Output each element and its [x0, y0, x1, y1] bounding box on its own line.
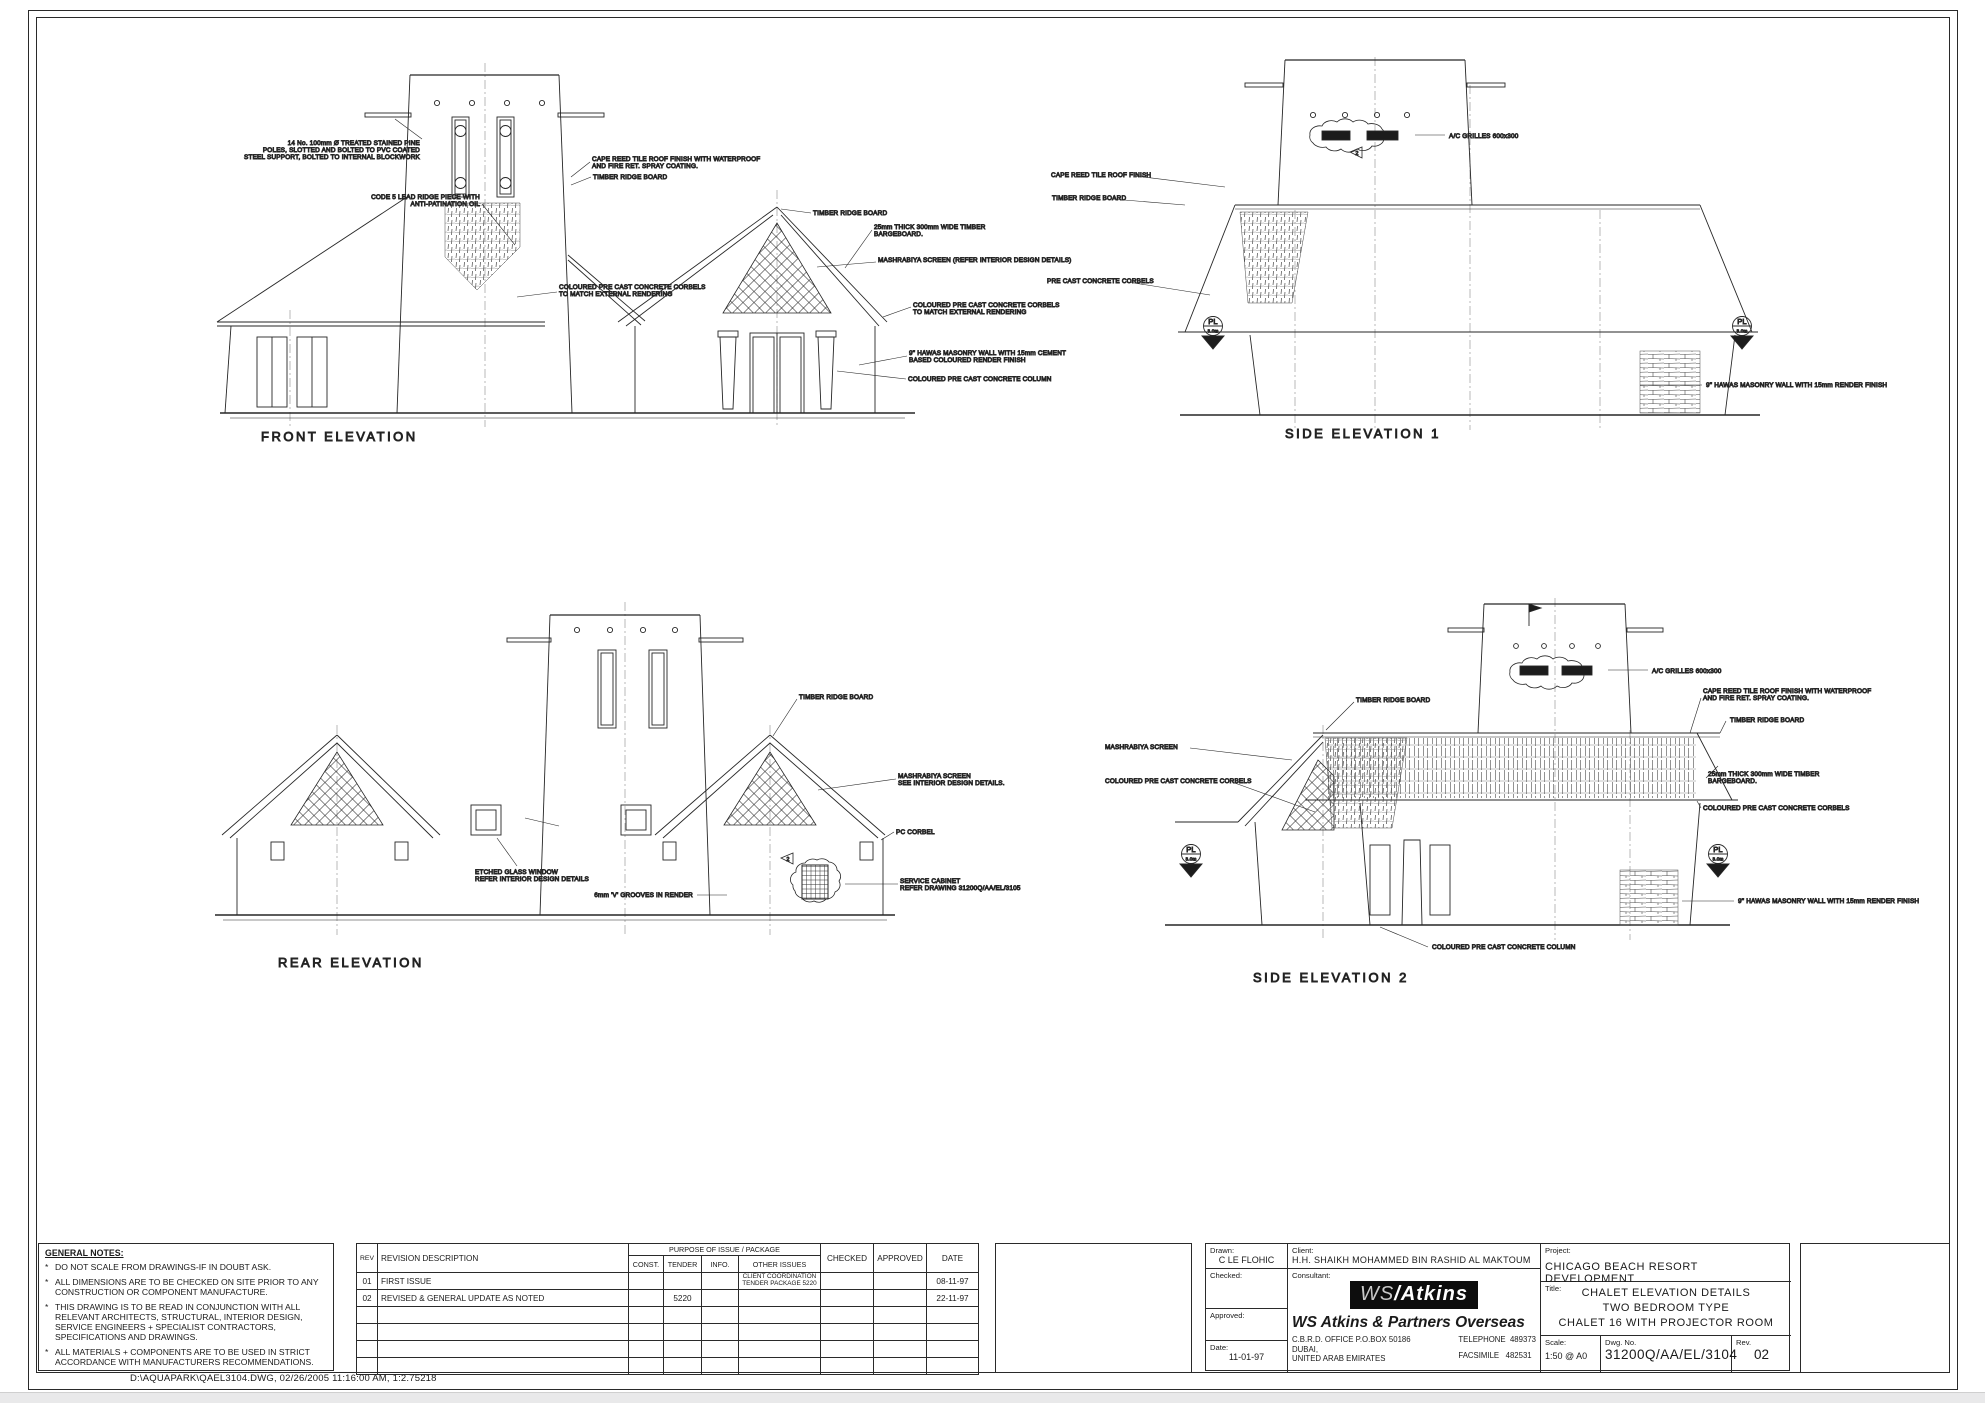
date-value: 11-01-97 — [1228, 1352, 1265, 1362]
blank-panel — [995, 1243, 1192, 1373]
bullet: * — [45, 1262, 49, 1273]
wall-light — [663, 842, 676, 860]
left-gable — [222, 735, 440, 915]
col-header-info: INFO. — [701, 1256, 738, 1273]
atkins-logo — [1350, 1281, 1478, 1309]
callout-mashrabiya: MASHRABIYA SCREEN (REFER INTERIOR DESIGN DETAILS) — [878, 257, 1072, 264]
project-name: CHICAGO BEACH RESORT DEVELOPMENT — [1545, 1261, 1698, 1285]
leader-lines — [497, 699, 898, 895]
wall-light — [271, 842, 284, 860]
callout-lead-ridge: CODE 5 LEAD RIDGE PIECE WITH — [371, 194, 480, 201]
pl-marker — [1707, 845, 1729, 878]
callout-etched-glass: REFER INTERIOR DESIGN DETAILS — [475, 876, 589, 883]
general-notes-title: GENERAL NOTES: — [45, 1248, 124, 1258]
pl-label: PL — [1713, 845, 1723, 854]
callout-bargeboard: 25mm THICK 300mm WIDE TIMBER — [874, 224, 986, 231]
callout-ridge-board: TIMBER RIDGE BOARD — [1356, 697, 1431, 704]
tower — [1448, 604, 1663, 733]
table-row — [357, 1273, 979, 1290]
square-window — [471, 805, 501, 835]
title-block — [1205, 1243, 1790, 1371]
callout-cape-reed: AND FIRE RET. SPRAY COATING. — [1703, 695, 1810, 702]
callout-service-cabinet: SERVICE CABINET — [900, 878, 961, 885]
callout-hawas-wall: 9" HAWAS MASONRY WALL WITH 15mm RENDER FINISH — [1738, 898, 1920, 905]
roof — [1175, 733, 1738, 822]
checked-cell — [820, 1290, 873, 1307]
general-note — [45, 1277, 327, 1297]
side-elevation-2-title: SIDE ELEVATION 2 — [1253, 970, 1409, 985]
service-cabinet — [802, 865, 828, 899]
callout-corbels: TO MATCH EXTERNAL RENDERING — [913, 309, 1027, 316]
callout-corbels: COLOURED PRE CAST CONCRETE CORBELS — [559, 284, 706, 291]
callout-ridge-board: TIMBER RIDGE BOARD — [1052, 195, 1127, 202]
pc-column — [1402, 840, 1422, 925]
general-note-text: ALL DIMENSIONS ARE TO BE CHECKED ON SITE PRIOR TO ANY CONSTRUCTION OR COMPONENT MANUFACTURE. — [55, 1277, 319, 1298]
rev-cell: 01 — [357, 1273, 378, 1290]
service-cabinet-cloud — [781, 853, 841, 902]
other-issue-line: TENDER PACKAGE 5220 — [742, 1280, 817, 1287]
description-cell: REVISED & GENERAL UPDATE AS NOTED — [377, 1290, 628, 1307]
callout-mashrabiya: SEE INTERIOR DESIGN DETAILS. — [898, 780, 1005, 787]
centerlines — [1295, 57, 1600, 430]
logo-ws: WS — [1360, 1283, 1395, 1305]
bullet: * — [45, 1277, 49, 1288]
door — [1430, 845, 1450, 915]
const-cell — [628, 1290, 663, 1307]
dwg-no-label: Dwg. No. — [1605, 1338, 1637, 1347]
approved-cell — [873, 1290, 926, 1307]
drawing-title — [1545, 1286, 1787, 1331]
checked-cell — [820, 1273, 873, 1290]
callout-cape-reed: CAPE REED TILE ROOF FINISH WITH WATERPROOF — [1703, 688, 1872, 695]
date-label: Date: — [1210, 1343, 1229, 1352]
pl-label: PL — [1737, 317, 1747, 326]
pc-column — [816, 331, 836, 409]
client-value: H.H. SHAIKH MOHAMMED BIN RASHID AL MAKTOUM — [1292, 1255, 1531, 1265]
thatch-hatch — [445, 203, 520, 290]
callout-ac-grilles: A/C GRILLES 600x300 — [1449, 133, 1519, 140]
flag — [1529, 604, 1541, 626]
ac-grilles-cloud — [1310, 119, 1445, 158]
phone-label: TELEPHONE — [1458, 1335, 1506, 1344]
pl-level: 3.0m — [1736, 328, 1748, 334]
rear-elevation-title: REAR ELEVATION — [278, 955, 424, 970]
callout-grooves: 6mm 'V' GROOVES IN RENDER — [594, 892, 693, 899]
pc-column — [718, 331, 738, 409]
callout-cape-reed: AND FIRE RET. SPRAY COATING. — [592, 163, 699, 170]
callout-corbels: COLOURED PRE CAST CONCRETE CORBELS — [1703, 805, 1850, 812]
bullet: * — [45, 1301, 49, 1312]
front-elevation-drawing — [215, 55, 1075, 455]
firm-name: WS Atkins & Partners Overseas — [1292, 1314, 1525, 1331]
rev-label: Rev. — [1736, 1338, 1752, 1347]
const-cell — [628, 1273, 663, 1290]
tower-window — [497, 117, 514, 197]
thatch-hatch — [1325, 738, 1407, 828]
callout-ridge-board: TIMBER RIDGE BOARD — [799, 694, 874, 701]
callout-hawas-wall: 9" HAWAS MASONRY WALL WITH 15mm RENDER FINISH — [1706, 382, 1888, 389]
logo-slash: / — [1394, 1283, 1401, 1305]
drawn-value: C LE FLOHIC — [1218, 1255, 1275, 1265]
bullet: * — [45, 1346, 49, 1357]
pl-marker — [1202, 317, 1224, 350]
approved-label: Approved: — [1210, 1311, 1245, 1320]
callout-lead-ridge: ANTI-PATINATION OIL — [410, 201, 480, 208]
info-cell — [701, 1273, 738, 1290]
pl-level: 3.0m — [1207, 328, 1219, 334]
callout-hawas-wall: 9" HAWAS MASONRY WALL WITH 15mm CEMENT — [909, 350, 1067, 357]
ac-grille — [1322, 131, 1350, 140]
other-cell — [738, 1273, 820, 1290]
revision-flag-number: 2 — [786, 857, 790, 863]
tender-cell — [663, 1273, 701, 1290]
callout-corbels: COLOURED PRE CAST CONCRETE CORBELS — [913, 302, 1060, 309]
right-gable — [618, 207, 887, 413]
general-note — [45, 1302, 327, 1343]
drawing-title-line: CHALET ELEVATION DETAILS — [1581, 1287, 1751, 1299]
callout-bargeboard: BARGEBOARD. — [1708, 778, 1758, 785]
pl-label: PL — [1186, 845, 1196, 854]
drawing-title-line: TWO BEDROOM TYPE — [1602, 1301, 1730, 1314]
callout-bargeboard: 25mm THICK 300mm WIDE TIMBER — [1708, 771, 1820, 778]
ac-grille — [1367, 131, 1398, 140]
col-header-approved: APPROVED — [873, 1244, 926, 1273]
mashrabiya-screen — [1282, 760, 1334, 830]
ac-grille — [1562, 666, 1592, 675]
callout-mashrabiya: MASHRABIYA SCREEN — [898, 773, 971, 780]
bottom-edge-bar — [0, 1392, 1985, 1403]
col-header-description: REVISION DESCRIPTION — [377, 1244, 628, 1273]
dwg-no-value: 31200Q/AA/EL/3104 — [1605, 1347, 1738, 1362]
wall-light — [395, 842, 408, 860]
rear-elevation-drawing — [215, 590, 1085, 1000]
drawing-title-line: CHALET 16 WITH PROJECTOR ROOM — [1558, 1316, 1774, 1329]
callout-corbels: PRE CAST CONCRETE CORBELS — [1047, 278, 1154, 285]
fax-value: 482531 — [1505, 1350, 1532, 1360]
general-notes-panel — [38, 1243, 334, 1371]
phone-value: 489373 — [1509, 1335, 1536, 1344]
callout-mashrabiya: MASHRABIYA SCREEN — [1105, 744, 1178, 751]
callout-column: COLOURED PRE CAST CONCRETE COLUMN — [1432, 944, 1576, 951]
callout-corbels: TO MATCH EXTERNAL RENDERING — [559, 291, 673, 298]
title-label: Title: — [1545, 1284, 1562, 1293]
stone-hatch — [1620, 870, 1678, 925]
firm-contacts — [1458, 1335, 1536, 1364]
pl-level: 3.0m — [1712, 856, 1724, 862]
firm-address — [1292, 1335, 1411, 1364]
checked-label: Checked: — [1210, 1271, 1243, 1280]
callout-column: COLOURED PRE CAST CONCRETE COLUMN — [908, 376, 1052, 383]
pl-level: 3.0m — [1185, 856, 1197, 862]
callout-hawas-wall: BASED COLOURED RENDER FINISH — [909, 357, 1026, 364]
general-note-text: THIS DRAWING IS TO BE READ IN CONJUNCTION WITH ALL RELEVANT ARCHITECTS, STRUCTURAL, INTERIOR DESIGN, SERVICE ENGINEERS + SPECIALIST CONTRACTORS, SPECIFICATIONS AND DRAWINGS. — [55, 1301, 303, 1343]
client-label: Client: — [1292, 1246, 1314, 1255]
front-elevation-title: FRONT ELEVATION — [261, 429, 418, 444]
callout-cape-reed: CAPE REED TILE ROOF FINISH WITH WATERPROOF — [592, 156, 761, 163]
scale-label: Scale: — [1545, 1338, 1567, 1347]
callout-pc-corbel: PC CORBEL — [896, 829, 935, 836]
mashrabiya-screen — [723, 223, 831, 313]
plot-stamp: D:\AQUAPARK\QAEL3104.DWG, 02/26/2005 11:16:00 AM, 1:2.75218 — [130, 1373, 437, 1384]
general-note — [45, 1347, 327, 1367]
col-header-tender: TENDER — [663, 1256, 701, 1273]
address-line: DUBAI, — [1292, 1344, 1318, 1354]
approved-cell — [873, 1273, 926, 1290]
col-header-purpose-group: PURPOSE OF ISSUE / PACKAGE — [628, 1244, 820, 1256]
general-note-text: DO NOT SCALE FROM DRAWINGS-IF IN DOUBT ASK. — [55, 1262, 272, 1273]
wall-light — [860, 842, 873, 860]
blank-panel — [1800, 1243, 1950, 1373]
callout-pole-note: 14 No. 100mm Ø TREATED STAINED PINE — [287, 140, 420, 147]
col-header-date: DATE — [926, 1244, 978, 1273]
side-elevation-2-drawing — [1070, 590, 1920, 1010]
callout-service-cabinet: REFER DRAWING 31200Q/AA/EL/3105 — [900, 885, 1021, 892]
callout-pole-note: POLES, SLOTTED AND BOLTED TO PVC COATED — [262, 147, 420, 154]
side-elevation-1-drawing — [1040, 55, 1888, 455]
drawn-label: Drawn: — [1210, 1246, 1235, 1255]
col-header-other: OTHER ISSUES — [738, 1256, 820, 1273]
callout-ridge-board: TIMBER RIDGE BOARD — [593, 174, 668, 181]
tender-cell: 5220 — [663, 1290, 701, 1307]
revision-flag-number: 2 — [1355, 151, 1359, 157]
col-header-rev: REV — [357, 1244, 378, 1273]
col-header-checked: CHECKED — [820, 1244, 873, 1273]
address-line: UNITED ARAB EMIRATES — [1292, 1354, 1386, 1364]
leader-lines — [1112, 176, 1702, 385]
table-row — [357, 1307, 979, 1324]
callout-etched-glass: ETCHED GLASS WINDOW — [475, 869, 558, 876]
door — [1370, 845, 1390, 915]
pl-label: PL — [1208, 317, 1218, 326]
project-label: Project: — [1545, 1246, 1571, 1255]
table-row — [357, 1290, 979, 1307]
scale-value: 1:50 @ A0 — [1545, 1351, 1588, 1361]
other-issue-line: CLIENT COORDINATION — [742, 1273, 817, 1281]
fax-label: FACSIMILE — [1458, 1350, 1500, 1360]
date-cell: 22-11-97 — [926, 1290, 978, 1307]
general-note — [45, 1262, 327, 1272]
revision-table — [356, 1243, 979, 1375]
info-cell — [701, 1290, 738, 1307]
tower-window — [452, 117, 469, 197]
left-gable — [1238, 735, 1334, 925]
ac-grille — [1520, 666, 1548, 675]
consultant-label: Consultant: — [1292, 1271, 1331, 1280]
callout-corbels: COLOURED PRE CAST CONCRETE CORBELS — [1105, 778, 1252, 785]
col-header-const: CONST. — [628, 1256, 663, 1273]
logo-atkins: Atkins — [1400, 1283, 1468, 1305]
centerlines — [287, 63, 777, 427]
pl-marker — [1180, 845, 1202, 878]
right-gable — [655, 735, 885, 915]
table-row — [357, 1358, 979, 1375]
rev-cell: 02 — [357, 1290, 378, 1307]
callout-ac-grilles: A/C GRILLES 600x300 — [1652, 668, 1722, 675]
callout-cape-reed: CAPE REED TILE ROOF FINISH — [1051, 172, 1152, 179]
side-elevation-1-title: SIDE ELEVATION 1 — [1285, 426, 1441, 441]
thatch-hatch — [1240, 212, 1308, 303]
stone-hatch — [1640, 351, 1700, 413]
table-row — [357, 1341, 979, 1358]
other-cell — [738, 1290, 820, 1307]
date-cell: 08-11-97 — [926, 1273, 978, 1290]
tower-window — [649, 650, 667, 728]
tower-window — [598, 650, 616, 728]
callout-ridge-board: TIMBER RIDGE BOARD — [813, 210, 888, 217]
general-note-text: ALL MATERIALS + COMPONENTS ARE TO BE USED IN STRICT ACCORDANCE WITH MANUFACTURERS RECOMMENDATIONS. — [55, 1346, 314, 1367]
square-window — [621, 805, 651, 835]
description-cell: FIRST ISSUE — [377, 1273, 628, 1290]
revision-flag — [1350, 147, 1362, 158]
revision-flag — [781, 853, 793, 864]
rev-value: 02 — [1753, 1347, 1770, 1362]
address-line: C.B.R.D. OFFICE P.O.BOX 50186 — [1292, 1335, 1411, 1344]
callout-pole-note: STEEL SUPPORT, BOLTED TO INTERNAL BLOCKWORK — [244, 154, 420, 161]
callout-ridge-board: TIMBER RIDGE BOARD — [1730, 717, 1805, 724]
callout-bargeboard: BARGEBOARD. — [874, 231, 924, 238]
table-row — [357, 1324, 979, 1341]
